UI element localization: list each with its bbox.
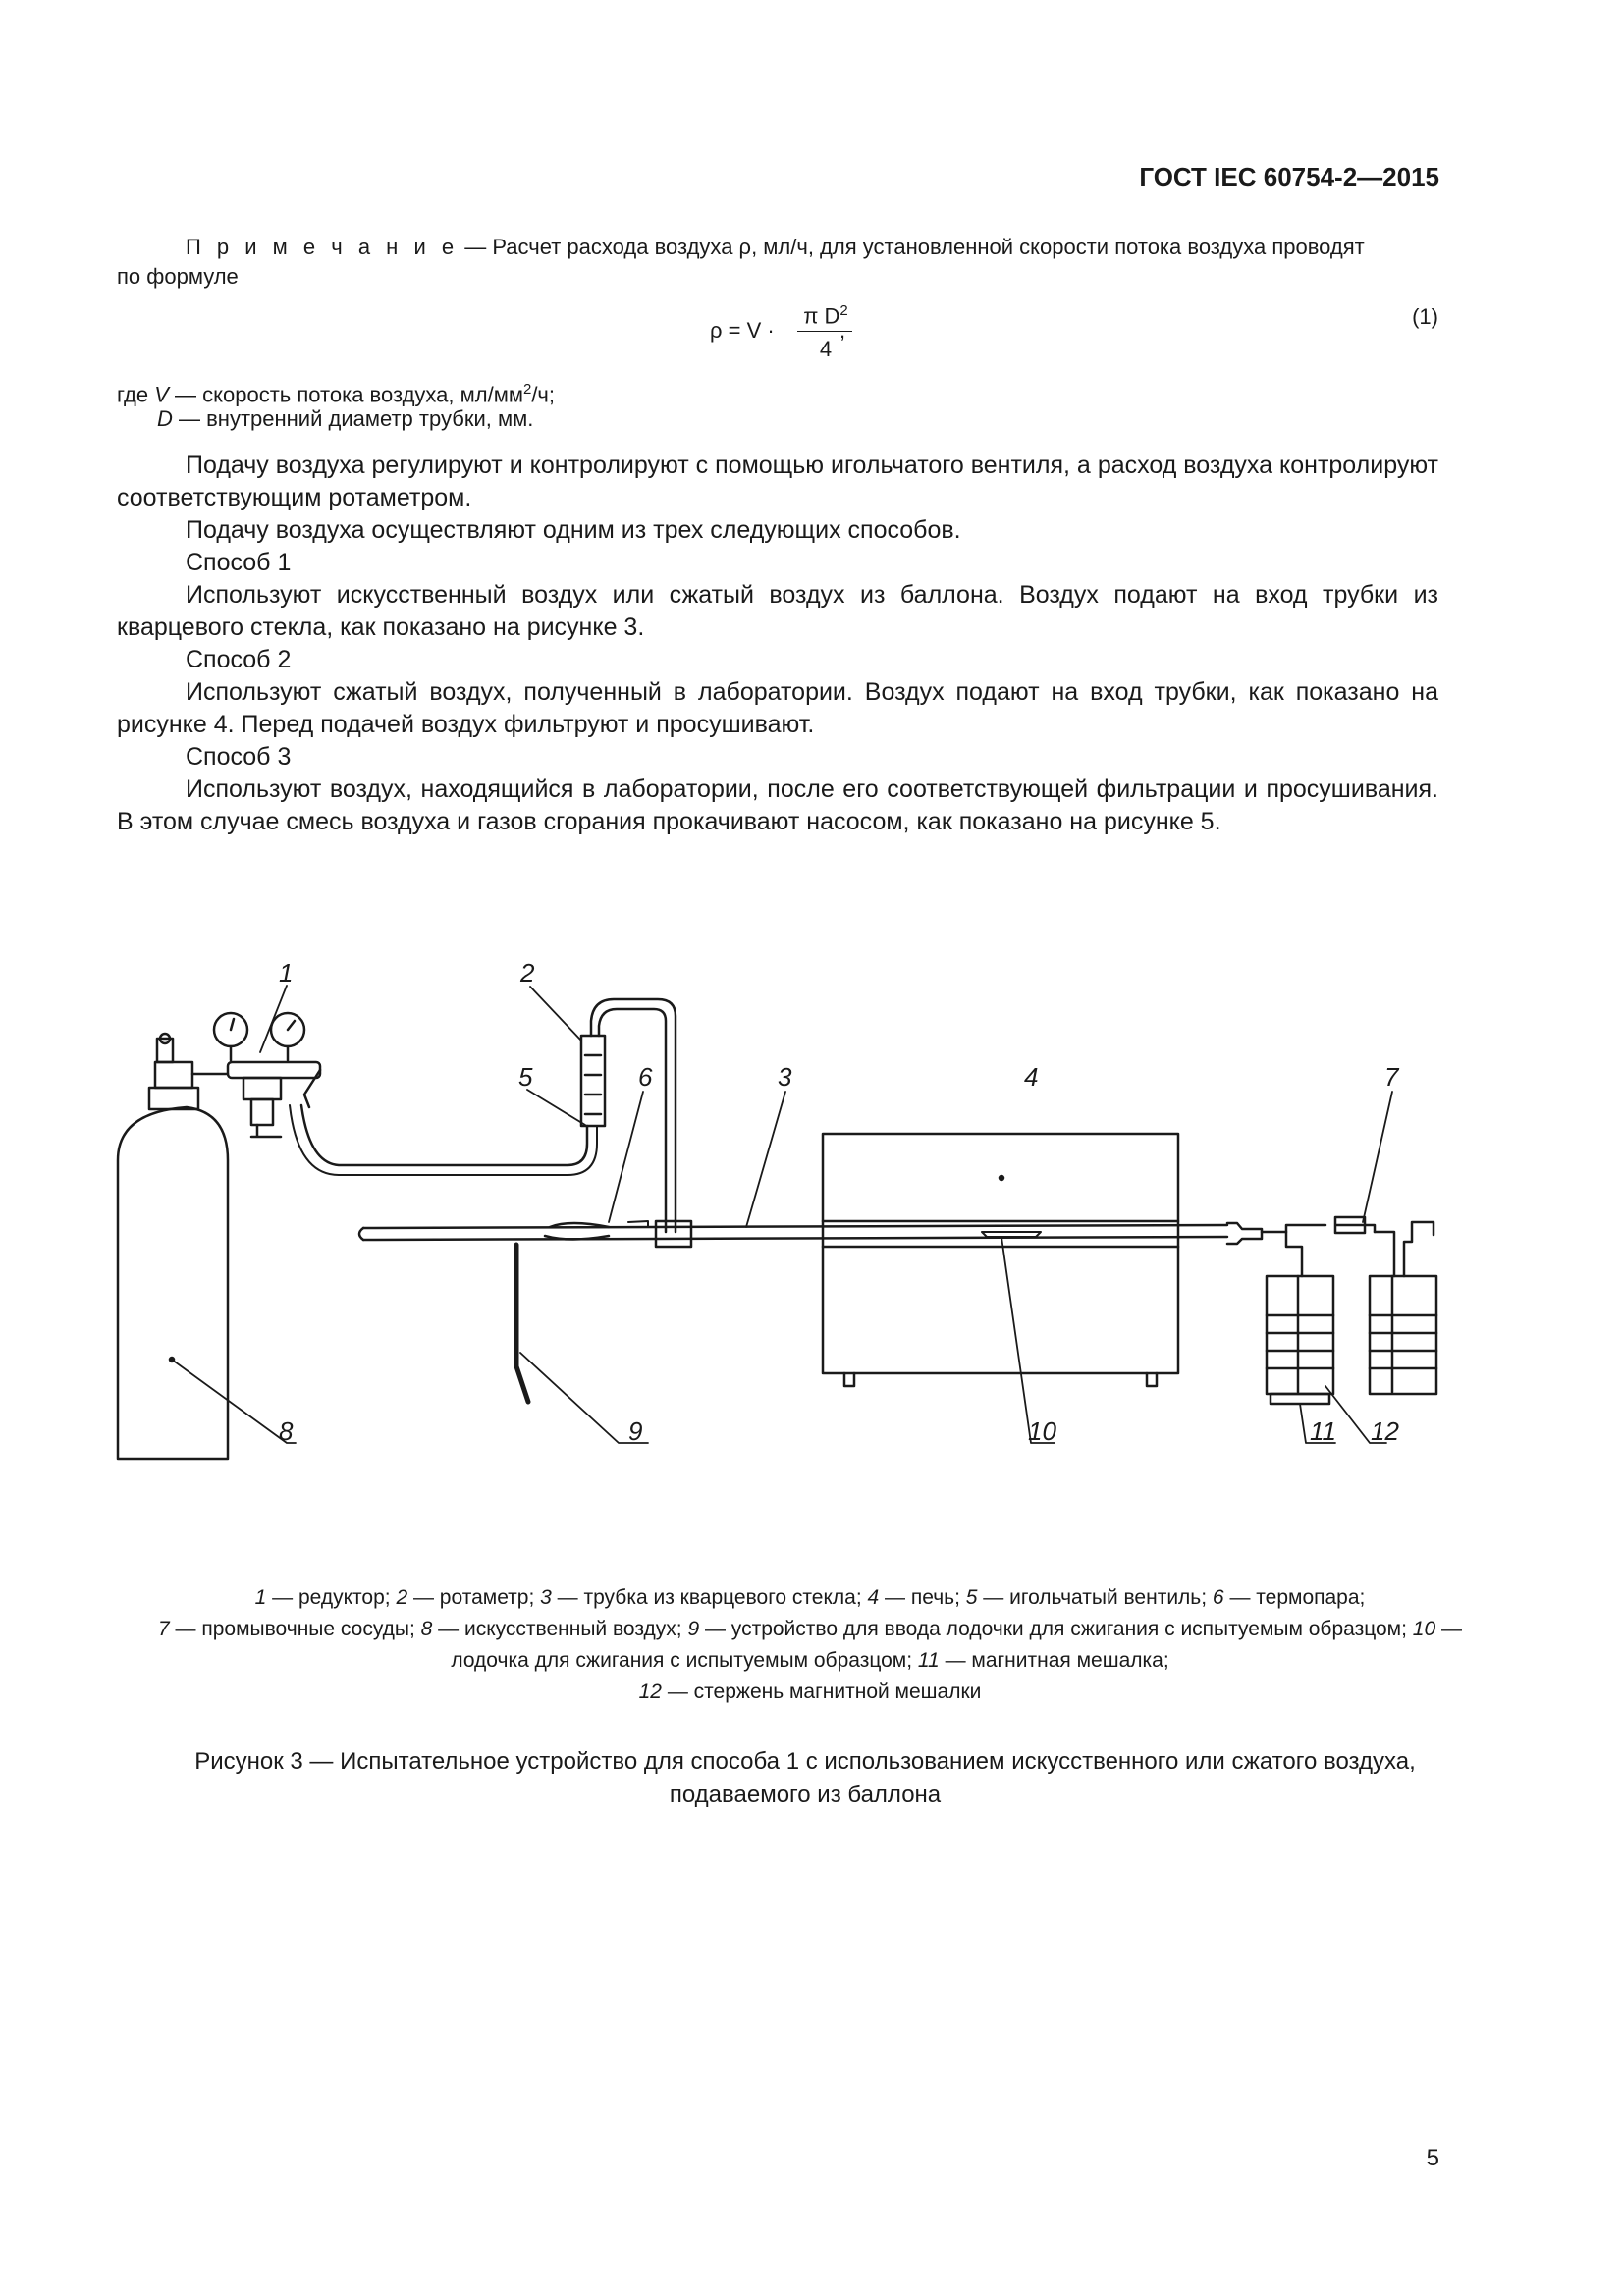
method-heading: Способ 2 — [186, 646, 292, 673]
legend-num: 8 — [420, 1618, 433, 1640]
where-d-symbol: D — [157, 406, 173, 431]
legend-num: 3 — [540, 1586, 552, 1609]
legend-num: 11 — [917, 1649, 940, 1672]
legend-line — [137, 1677, 1483, 1708]
quartz-tube — [359, 1221, 1262, 1247]
figure-label-3: 3 — [778, 1062, 792, 1092]
legend-text: — игольчатый вентиль; — [977, 1586, 1213, 1609]
note-continuation: по формуле — [117, 264, 239, 289]
figure-label-11: 11 — [1310, 1416, 1336, 1446]
boat-insertion-device — [516, 1245, 528, 1402]
where-v-text-a: — скорость потока воздуха, мл/мм — [168, 382, 523, 407]
legend-text: — термопара; — [1223, 1586, 1366, 1609]
note-text-b: , мл/ч, для установленной скорости потока воздуха проводят — [751, 235, 1365, 259]
paragraph: Подачу воздуха осуществляют одним из трех следующих способов. — [186, 516, 961, 544]
figure-label-10: 10 — [1028, 1416, 1056, 1446]
paragraph: Подачу воздуха регулируют и контролируют с помощью игольчатого вентиля, а расход воздуха контролируют соответствующим ротаметром. — [117, 452, 1438, 511]
method-heading: Способ 1 — [186, 549, 292, 576]
figure-label-4: 4 — [1024, 1062, 1039, 1092]
formula-numerator — [792, 296, 859, 331]
where-v-symbol: V — [154, 382, 169, 407]
legend-text: — ротаметр; — [407, 1586, 541, 1609]
legend-num: 5 — [965, 1586, 978, 1609]
legend-text: — редуктор; — [266, 1586, 397, 1609]
legend-text: — магнитная мешалка; — [939, 1649, 1169, 1672]
washing-bottles — [1262, 1217, 1436, 1404]
legend-num: 6 — [1212, 1586, 1224, 1609]
rotameter — [581, 999, 676, 1232]
formula-lhs — [710, 316, 775, 346]
legend-num: 4 — [867, 1586, 880, 1609]
document-header: ГОСТ IEC 60754-2—2015 — [1139, 162, 1439, 191]
where-v-text-b: /ч; — [531, 382, 555, 407]
legend-text: — лодочка для сжигания с испытуемым образцом; — [451, 1618, 1462, 1672]
paragraph: Используют сжатый воздух, полученный в лаборатории. Воздух подают на вход трубки, как показано на рисунке 4. Перед подачей воздух фильтруют и просушивают. — [117, 678, 1438, 738]
test-apparatus-diagram — [0, 942, 1623, 1492]
figure-label-5: 5 — [518, 1062, 533, 1092]
where-d — [157, 404, 533, 434]
formula-denominator: 4 — [819, 337, 833, 361]
figure-caption — [108, 1745, 1502, 1812]
note-text-a: — Расчет расхода воздуха — [459, 235, 739, 259]
paragraph: Используют искусственный воздух или сжатый воздух из баллона. Воздух подают на вход трубки из кварцевого стекла, как показано на рисунке 3. — [117, 581, 1438, 641]
legend-text: — устройство для ввода лодочки для сжигания с испытуемым образцом; — [699, 1618, 1413, 1640]
figure-label-12: 12 — [1371, 1416, 1399, 1446]
formula-trailing: , — [839, 318, 846, 343]
legend-num: 1 — [254, 1586, 267, 1609]
where-d-text: — внутренний диаметр трубки, мм. — [172, 406, 534, 431]
note-paragraph — [186, 233, 1438, 262]
paragraph: Используют воздух, находящийся в лаборатории, после его соответствующей фильтрации и просушивания. В этом случае смесь воздуха и газов сгорания прокачивают насосом, как показано на рисунке 5. — [117, 775, 1438, 835]
figure-label-1: 1 — [279, 958, 294, 988]
note-symbol: ρ — [738, 235, 752, 259]
legend-num: 2 — [396, 1586, 408, 1609]
legend-line — [137, 1582, 1483, 1614]
legend-text: — искусственный воздух; — [432, 1618, 688, 1640]
legend-num: 12 — [638, 1681, 662, 1703]
legend-num: 7 — [158, 1618, 170, 1640]
caption-line: Рисунок 3 — Испытательное устройство для способа 1 с использованием искусственного или сжатого воздуха, — [194, 1748, 1416, 1775]
figure-legend — [137, 1582, 1483, 1708]
note-label: П р и м е ч а н и е — [186, 235, 460, 259]
figure-label-9: 9 — [628, 1416, 643, 1446]
legend-text: — печь; — [879, 1586, 966, 1609]
figure-label-8: 8 — [279, 1416, 294, 1446]
where-prefix: где — [117, 382, 155, 407]
combustion-boat — [982, 1232, 1041, 1237]
method-heading: Способ 3 — [186, 743, 292, 771]
where-v-sup: 2 — [522, 381, 532, 398]
page-number: 5 — [1426, 2145, 1439, 2171]
caption-line: подаваемого из баллона — [669, 1782, 942, 1808]
gas-cylinder — [118, 1034, 228, 1459]
furnace — [823, 1134, 1178, 1386]
legend-num: 10 — [1412, 1618, 1436, 1640]
legend-text: — трубка из кварцевого стекла; — [551, 1586, 868, 1609]
figure-label-6: 6 — [638, 1062, 653, 1092]
formula-numerator-text: π D — [803, 303, 840, 329]
supply-hose — [301, 1105, 587, 1165]
formula-lhs-text: ρ = V · — [710, 318, 775, 343]
legend-text: — стержень магнитной мешалки — [661, 1681, 982, 1703]
formula-number: (1) — [1412, 304, 1438, 329]
figure-label-7: 7 — [1384, 1062, 1399, 1092]
legend-num: 9 — [687, 1618, 700, 1640]
legend-text: — промывочные сосуды; — [169, 1618, 421, 1640]
legend-line — [137, 1614, 1483, 1677]
figure-label-2: 2 — [520, 958, 535, 988]
formula-exponent: 2 — [839, 302, 848, 319]
